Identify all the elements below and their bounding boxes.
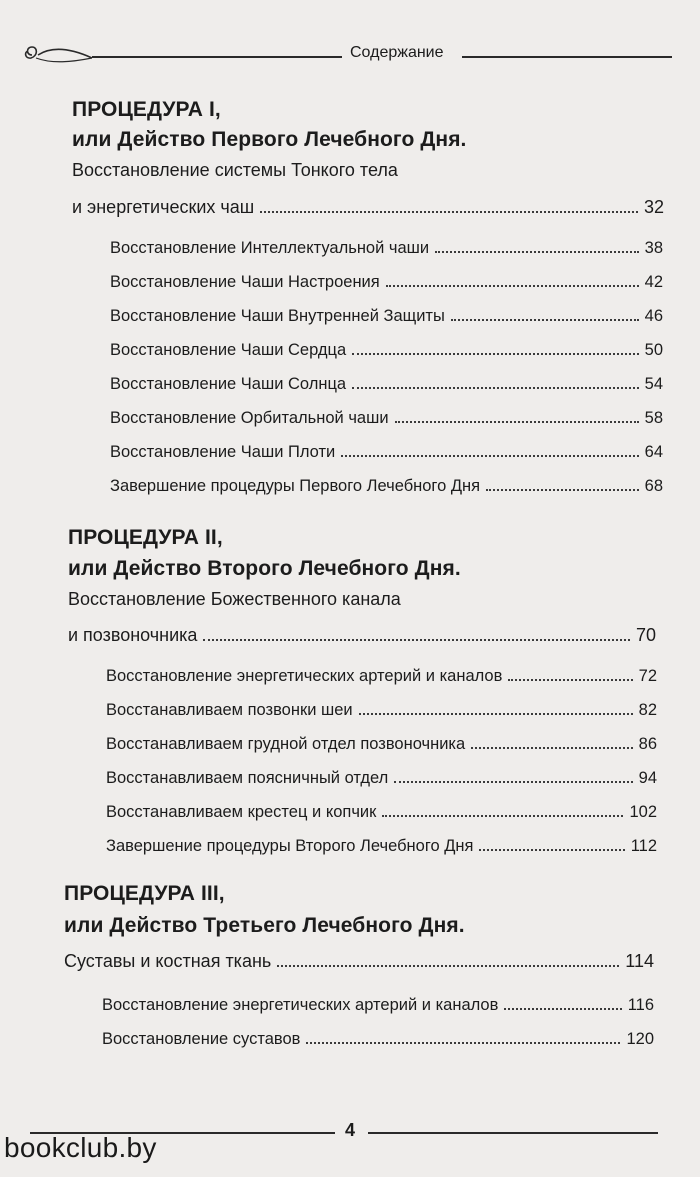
dot-leader	[508, 679, 632, 681]
header-rule-left	[92, 56, 342, 58]
toc-page-number: 64	[644, 443, 663, 461]
toc-page-number: 116	[627, 996, 654, 1014]
toc-entry-label: Суставы и костная ткань	[64, 951, 272, 971]
toc-entry[interactable]	[106, 826, 657, 856]
toc-entry[interactable]	[68, 616, 656, 646]
dot-leader	[203, 639, 630, 641]
toc-entry[interactable]	[106, 690, 657, 720]
toc-page-number: 50	[644, 341, 663, 359]
toc-page-number: 46	[644, 307, 663, 325]
toc-entry-label: Восстановление суставов	[102, 1030, 301, 1048]
dot-leader	[260, 211, 638, 213]
toc-entry[interactable]	[110, 398, 663, 428]
toc-entry[interactable]	[110, 262, 663, 292]
toc-page-number: 54	[644, 375, 663, 393]
watermark-text: bookclub.by	[4, 1132, 157, 1163]
toc-entry[interactable]	[102, 985, 654, 1015]
toc-entry[interactable]	[64, 942, 654, 972]
dot-leader	[435, 251, 639, 253]
toc-entry-label: Восстановление Орбитальной чаши	[110, 409, 389, 427]
running-header	[22, 40, 672, 74]
toc-page-number: 102	[629, 803, 657, 821]
toc-page-number: 120	[626, 1030, 654, 1048]
toc-entry-label: и энергетических чаш	[72, 197, 255, 217]
toc-entry[interactable]	[110, 432, 663, 462]
dot-leader	[359, 713, 633, 715]
procedure-2-main-line: Восстановление Божественного канала	[68, 589, 401, 609]
toc-entry[interactable]	[110, 364, 663, 394]
header-rule-right	[462, 56, 672, 58]
toc-entry-label: Завершение процедуры Первого Лечебного Дня	[110, 477, 481, 495]
toc-entry-label: Восстановление Чаши Сердца	[110, 341, 347, 359]
toc-page-number: 114	[625, 951, 654, 971]
procedure-3-subheading: или Действо Третьего Лечебного Дня.	[64, 914, 465, 937]
dot-leader	[277, 965, 619, 967]
dot-leader	[386, 285, 639, 287]
toc-entry-label: Восстановление Чаши Настроения	[110, 273, 380, 291]
procedure-2-heading: ПРОЦЕДУРА II,	[68, 526, 223, 549]
swirl-ornament-icon	[22, 42, 92, 66]
toc-entry-label: Восстановление Чаши Внутренней Защиты	[110, 307, 445, 325]
toc-entry-label: Восстановление Чаши Солнца	[110, 375, 347, 393]
toc-page-number: 68	[644, 477, 663, 495]
toc-page-number: 112	[630, 837, 657, 855]
procedure-1-subheading: или Действо Первого Лечебного Дня.	[72, 128, 467, 151]
toc-page-number: 70	[635, 625, 656, 645]
procedure-3-heading: ПРОЦЕДУРА III,	[64, 882, 225, 905]
toc-page-number: 72	[638, 667, 657, 685]
toc-entry[interactable]	[110, 296, 663, 326]
procedure-1-heading: ПРОЦЕДУРА I,	[72, 98, 221, 121]
dot-leader	[395, 421, 639, 423]
toc-entry-label: и позвоночника	[68, 625, 198, 645]
toc-page-number: 32	[643, 197, 664, 217]
toc-page-number: 42	[644, 273, 663, 291]
dot-leader	[352, 387, 639, 389]
toc-entry-label: Восстановление Чаши Плоти	[110, 443, 336, 461]
toc-entry[interactable]	[106, 656, 657, 686]
dot-leader	[471, 747, 632, 749]
toc-page-number: 38	[644, 239, 663, 257]
toc-page-number: 58	[644, 409, 663, 427]
toc-entry-label: Восстановление Интеллектуальной чаши	[110, 239, 430, 257]
procedure-1-main-line: Восстановление системы Тонкого тела	[72, 160, 398, 180]
dot-leader	[394, 781, 632, 783]
toc-entry[interactable]	[106, 792, 657, 822]
dot-leader	[479, 849, 624, 851]
dot-leader	[382, 815, 623, 817]
dot-leader	[341, 455, 638, 457]
toc-page-number: 86	[638, 735, 657, 753]
section-title: Содержание	[350, 44, 444, 61]
procedure-2-subheading: или Действо Второго Лечебного Дня.	[68, 557, 461, 580]
toc-entry-label: Восстанавливаем грудной отдел позвоночника	[106, 735, 466, 753]
toc-entry-label: Восстановление энергетических артерий и каналов	[102, 996, 499, 1014]
dot-leader	[486, 489, 639, 491]
toc-entry[interactable]	[72, 188, 664, 218]
dot-leader	[352, 353, 638, 355]
footer-rule-right	[368, 1132, 658, 1134]
toc-entry[interactable]	[110, 228, 663, 258]
toc-entry[interactable]	[110, 466, 663, 496]
toc-page-number: 82	[638, 701, 657, 719]
toc-entry-label: Восстанавливаем крестец и копчик	[106, 803, 377, 821]
dot-leader	[504, 1008, 621, 1010]
toc-entry[interactable]	[106, 758, 657, 788]
dot-leader	[306, 1042, 620, 1044]
toc-page-number: 94	[638, 769, 657, 787]
toc-entry[interactable]	[102, 1019, 654, 1049]
toc-entry-label: Восстанавливаем позвонки шеи	[106, 701, 353, 719]
toc-entry-label: Завершение процедуры Второго Лечебного Дня	[106, 837, 474, 855]
toc-entry-label: Восстановление энергетических артерий и каналов	[106, 667, 503, 685]
toc-entry[interactable]	[110, 330, 663, 360]
page-number: 4	[345, 1120, 356, 1140]
toc-entry-label: Восстанавливаем поясничный отдел	[106, 769, 389, 787]
toc-entry[interactable]	[106, 724, 657, 754]
dot-leader	[451, 319, 639, 321]
